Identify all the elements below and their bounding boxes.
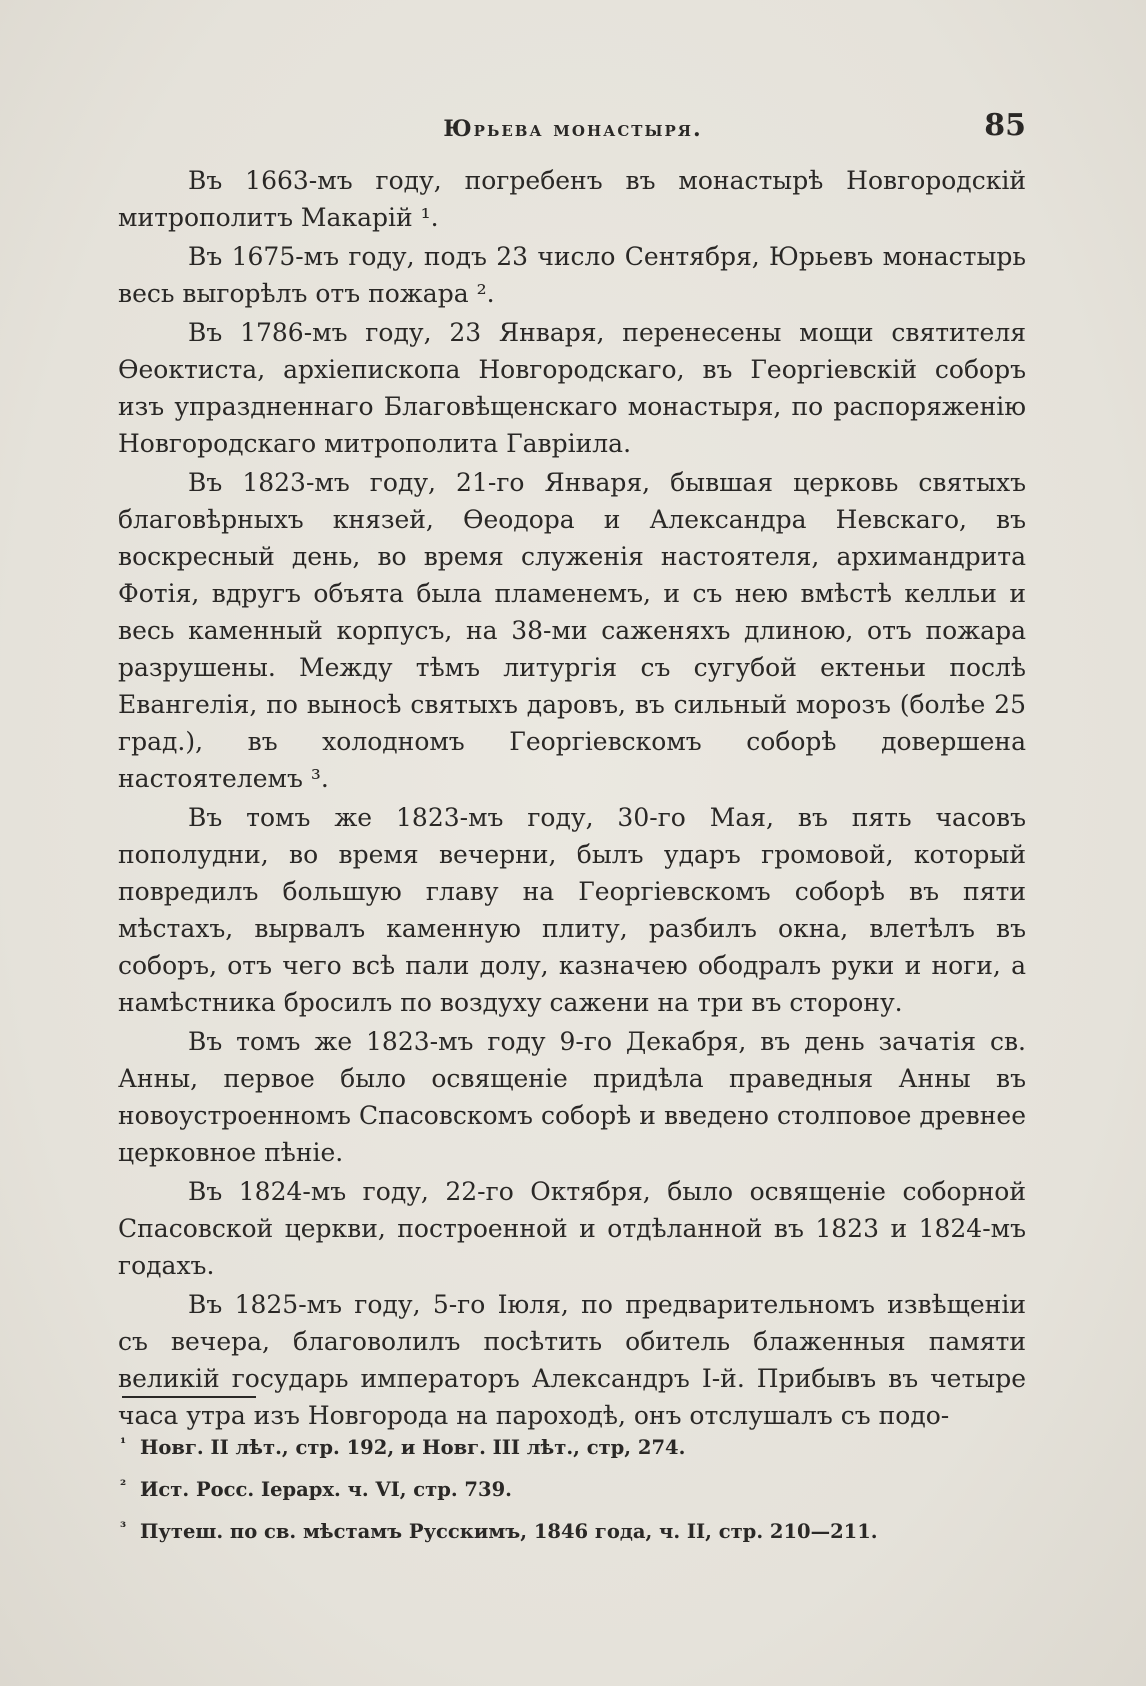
body-text	[118, 162, 1026, 1436]
paragraph-1786: Въ 1786-мъ году, 23 Января, перенесены мощи святителя Ѳеоктиста, архіепископа Новгородскаго, въ Георгіевскій соборъ изъ упраздненнаго Благовѣщенскаго монастыря, по распоряженію Новгородскаго митрополита Гавріила.	[118, 318, 1026, 458]
footnote-text: Ист. Росс. Іерарх. ч. VI, стр. 739.	[140, 1478, 512, 1501]
footnote-divider	[122, 1396, 256, 1398]
footnotes	[120, 1428, 1026, 1554]
footnote-mark: ¹	[120, 1436, 127, 1452]
footnote-2	[120, 1470, 1026, 1506]
running-title: Юрьева монастыря.	[443, 116, 703, 142]
paragraph-1825: Въ 1825-мъ году, 5-го Іюля, по предварительномъ извѣщеніи съ вечера, благоволилъ посѣтить обитель блаженныя памяти великій государь императоръ Александръ І-й. Прибывъ въ четыре часа утра изъ Новгорода на пароходѣ, онъ отслушалъ съ подо-	[118, 1290, 1026, 1430]
footnote-text: Путеш. по св. мѣстамъ Русскимъ, 1846 года, ч. II, стр. 210—211.	[140, 1520, 878, 1543]
paragraph-1823-december: Въ томъ же 1823-мъ году 9-го Декабря, въ день зачатія св. Анны, первое было освященіе придѣла праведныя Анны въ новоустроенномъ Спасовскомъ соборѣ и введено столповое древнее церковное пѣніе.	[118, 1027, 1026, 1167]
paragraph-1823-january: Въ 1823-мъ году, 21-го Января, бывшая церковь святыхъ благовѣрныхъ князей, Ѳеодора и Александра Невскаго, въ воскресный день, во время служенія настоятеля, архимандрита Фотія, вдругъ объята была пламенемъ, и съ нею вмѣстѣ келльи и весь каменный корпусъ, на 38-ми саженяхъ длиною, отъ пожара разрушены. Между тѣмъ литургія съ сугубой ектеньи послѣ Евангелія, по выносѣ святыхъ даровъ, въ сильный морозъ (болѣе 25 град.), въ холодномъ Георгіевскомъ соборѣ довершена настоятелемъ ³.	[118, 468, 1026, 793]
page-number: 85	[984, 108, 1026, 143]
paragraph-1823-may: Въ томъ же 1823-мъ году, 30-го Мая, въ пять часовъ пополудни, во время вечерни, былъ ударъ громовой, который повредилъ большую главу на Георгіевскомъ соборѣ въ пяти мѣстахъ, вырвалъ каменную плиту, разбилъ окна, влетѣлъ въ соборъ, отъ чего всѣ пали долу, казначею ободралъ руки и ноги, а намѣстника бросилъ по воздуху сажени на три въ сторону.	[118, 803, 1026, 1017]
footnote-3	[120, 1512, 1026, 1548]
running-head	[120, 108, 1026, 148]
paragraph-1663: Въ 1663-мъ году, погребенъ въ монастырѣ Новгородскій митрополитъ Макарій ¹.	[118, 166, 1026, 232]
footnote-mark: ²	[120, 1478, 127, 1494]
paragraph-1824: Въ 1824-мъ году, 22-го Октября, было освященіе соборной Спасовской церкви, построенной и отдѣланной въ 1823 и 1824-мъ годахъ.	[118, 1177, 1026, 1280]
paragraph-1675: Въ 1675-мъ году, подъ 23 число Сентября, Юрьевъ монастырь весь выгорѣлъ отъ пожара ².	[118, 242, 1026, 308]
footnote-1	[120, 1428, 1026, 1464]
footnote-text: Новг. II лѣт., стр. 192, и Новг. III лѣт., стр, 274.	[140, 1436, 686, 1459]
footnote-mark: ³	[120, 1520, 127, 1536]
